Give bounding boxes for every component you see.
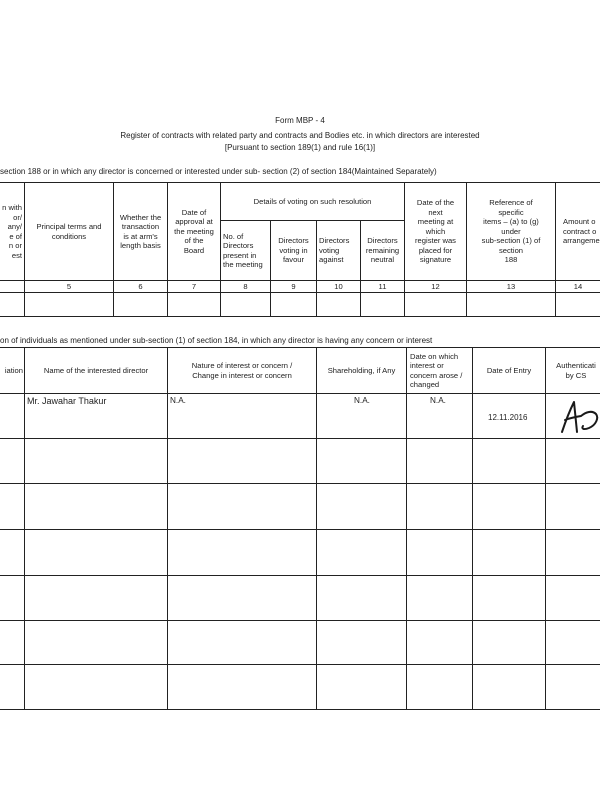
- header-approval-date: Date of approval at the meeting of the Board: [174, 207, 214, 255]
- director-name: Mr. Jawahar Thakur: [27, 396, 107, 406]
- header-interested-director: Name of the interested director: [43, 365, 149, 375]
- column-number: 7: [191, 282, 197, 291]
- column-number: 6: [138, 282, 143, 291]
- table2-col-line: [472, 347, 473, 709]
- header-next-meeting-date: Date of the next meeting at which register was placed for signature: [415, 198, 456, 265]
- table2-row-line: [0, 620, 600, 621]
- nature-of-interest-value: N.A.: [170, 396, 186, 405]
- table2-col-line: [406, 347, 407, 709]
- part1-caption: section 188 or in which any director is concerned or interested under sub- section (2) of section 184(Maintained Separately): [0, 167, 437, 176]
- shareholding-value: N.A.: [354, 396, 370, 405]
- header-principal-terms: Principal terms and conditions: [36, 222, 102, 241]
- table1-header-bottom: [0, 280, 600, 281]
- header-voting-details: Details of voting on such resolution: [253, 196, 372, 206]
- date-interest-arose-value: N.A.: [430, 396, 446, 405]
- column-number: 5: [66, 282, 72, 291]
- header-shareholding: Shareholding, if Any: [327, 365, 396, 375]
- table2-row-line: [0, 575, 600, 576]
- header-association: iation: [4, 365, 23, 375]
- header-section-188-reference: Reference of specific items – (a) to (g) under sub-section (1) of section 188: [481, 198, 541, 265]
- header-remaining-neutral: Directors remaining neutral: [365, 236, 400, 265]
- register-title: Register of contracts with related party and contracts and Bodies etc. in which directors are interested: [120, 131, 480, 140]
- header-directors-present: No. of Directors present in the meeting: [223, 231, 263, 269]
- header-transaction-nature: n with or/ any/ e of n or est: [2, 203, 22, 260]
- header-voting-favour: Directors voting in favour: [278, 236, 309, 265]
- table2-col-line: [316, 347, 317, 709]
- header-date-of-entry: Date of Entry: [486, 365, 532, 375]
- header-nature-of-interest: Nature of interest or concern / Change in interest or concern: [191, 361, 293, 380]
- table2-row-line: [0, 438, 600, 439]
- date-of-entry-value: 12.11.2016: [488, 413, 528, 422]
- table2-col-line: [167, 347, 168, 709]
- column-number: 12: [431, 282, 440, 291]
- table2-col-line: [24, 347, 25, 709]
- header-cs-authentication: Authenticati by CS: [556, 361, 596, 380]
- header-date-interest-arose: Date on which interest or concern arose / changed: [410, 351, 463, 389]
- column-number: 10: [334, 282, 343, 291]
- part2-caption: on of individuals as mentioned under sub-section (1) of section 184, in which any director is having any concern or interest: [0, 336, 433, 345]
- table2-row-line: [0, 483, 600, 484]
- column-number: 8: [243, 282, 248, 291]
- header-contract-amount: Amount o contract o arrangeme: [563, 217, 600, 246]
- table2-row-line: [0, 529, 600, 530]
- column-number: 9: [291, 282, 296, 291]
- table1-bottom-border: [0, 316, 600, 317]
- form-title: Form MBP - 4: [275, 116, 325, 125]
- table1-number-row-bottom: [0, 292, 600, 293]
- cs-signature: [556, 398, 600, 438]
- header-arms-length: Whether the transaction is at arm's length basis: [119, 212, 162, 250]
- pursuant-note: [Pursuant to section 189(1) and rule 16(1)]: [224, 143, 376, 152]
- table2-bottom-border: [0, 709, 600, 710]
- header-voting-against: Directors voting against: [319, 236, 350, 265]
- table2-col-line: [545, 347, 546, 709]
- table2-header-bottom: [0, 393, 600, 394]
- column-number: 14: [573, 282, 583, 291]
- column-number: 11: [378, 282, 387, 291]
- column-number: 13: [506, 282, 516, 291]
- table2-row-line: [0, 664, 600, 665]
